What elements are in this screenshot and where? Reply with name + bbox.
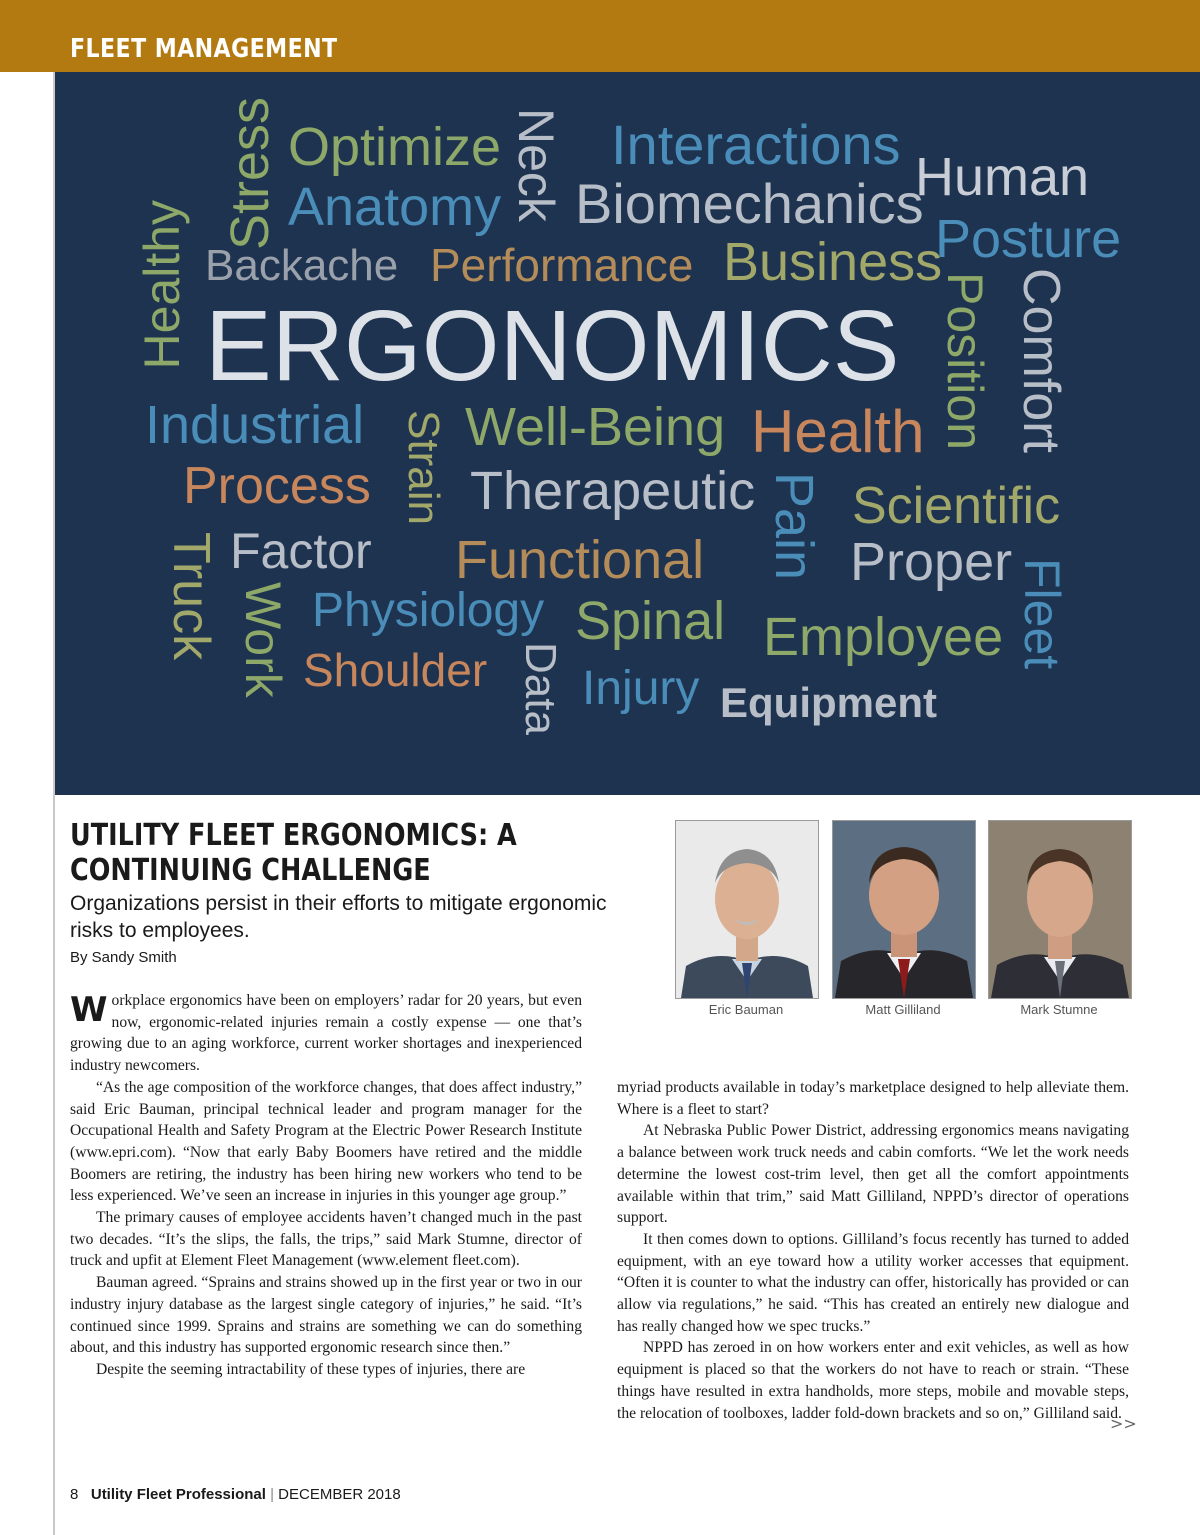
- word-well-being: Well-Being: [465, 397, 726, 457]
- word-business: Business: [723, 232, 943, 292]
- word-anatomy: Anatomy: [288, 177, 502, 237]
- word-cloud-image: [55, 72, 1200, 795]
- photo-caption-eric-bauman: Eric Bauman: [708, 1002, 784, 1017]
- word-physiology: Physiology: [312, 584, 545, 637]
- word-therapeutic: Therapeutic: [470, 461, 756, 521]
- paragraph-8: It then comes down to options. Gilliland’s focus recently has turned to added equipment, with an eye toward how a utility worker accesses that equipment. “Often it is counter to what the industry can offer, historically has provided or can allow via regulations,” he said. “This has created an entirely new dialogue and has really changed how we spec trucks.”: [617, 1230, 1129, 1335]
- word-interactions: Interactions: [611, 113, 901, 176]
- word-pain: Pain: [764, 472, 824, 581]
- word-strain: Strain: [399, 410, 448, 525]
- word-equipment: Equipment: [720, 679, 937, 726]
- article-subtitle: Organizations persist in their efforts to mitigate ergonomic risks to employees.: [70, 892, 607, 942]
- paragraph-1: Workplace ergonomics have been on employers’ radar for 20 years, but even now, ergonomic-related injuries remain a costly expense — one that’s growing due to an aging workforce, current worker shortages and inexperienced industry newcomers.: [70, 990, 582, 1075]
- word-biomechanics: Biomechanics: [575, 172, 924, 235]
- article-column-2: [617, 1077, 1129, 1424]
- magazine-name: Utility Fleet Professional: [90, 1486, 266, 1503]
- word-spinal: Spinal: [575, 591, 726, 651]
- word-position: Position: [937, 272, 993, 450]
- section-header-bar: [0, 0, 1200, 72]
- issue-date: DECEMBER 2018: [278, 1486, 401, 1503]
- footer-separator: |: [270, 1486, 274, 1503]
- word-functional: Functional: [455, 530, 705, 590]
- word-process: Process: [183, 457, 371, 515]
- word-factor: Factor: [230, 523, 372, 579]
- article-column-1: [70, 990, 582, 1381]
- continue-arrow-icon: >>: [1110, 1414, 1137, 1433]
- paragraph-9: NPPD has zeroed in on how workers enter and exit vehicles, as well as how equipment is placed so that the workers do not have to reach or strain. “These things have resulted in extra handholds, more steps, mobile and movable steps, the relocation of toolboxes, ladder fold-down brackets and so on,” Gilliland said.: [617, 1339, 1129, 1422]
- drop-cap: W: [70, 990, 108, 1030]
- word-work: Work: [235, 582, 291, 698]
- paragraph-4: Bauman agreed. “Sprains and strains showed up in the first year or two in our industry injury database as the largest single category of injuries,” he said. “It’s continued since 1999. Sprains and strains are something we can do something about, and this industry has supported ergonomic research since then.”: [70, 1274, 582, 1357]
- word-ergonomics: ERGONOMICS: [205, 290, 900, 402]
- paragraph-3: The primary causes of employee accidents haven’t changed much in the past two decades. “It’s the slips, the falls, the trips,” said Mark Stumne, director of truck and upfit at Element Fleet Management (www.element fleet.com).: [70, 1209, 582, 1270]
- paragraph-6: myriad products available in today’s marketplace designed to help alleviate them. Where is a fleet to start?: [617, 1079, 1129, 1118]
- word-posture: Posture: [935, 209, 1122, 269]
- paragraph-7: At Nebraska Public Power District, addressing ergonomics means navigating a balance between work truck needs and cabin comforts. “We let the work needs determine the lowest cost-trim level, then get all the comfort appointments available within that trim,” said Matt Gilliland, NPPD’s director of operations support.: [617, 1122, 1129, 1227]
- word-health: Health: [751, 398, 925, 465]
- word-performance: Performance: [430, 239, 694, 291]
- word-proper: Proper: [850, 532, 1013, 592]
- page-number: 8: [70, 1486, 79, 1503]
- word-human: Human: [915, 147, 1090, 207]
- word-data: Data: [516, 642, 565, 735]
- word-stress: Stress: [220, 97, 280, 251]
- photo-caption-matt-gilliland: Matt Gilliland: [865, 1002, 941, 1017]
- word-scientific: Scientific: [852, 477, 1061, 535]
- word-neck: Neck: [508, 108, 564, 222]
- word-shoulder: Shoulder: [303, 644, 488, 696]
- page-footer: [70, 1485, 401, 1505]
- word-backache: Backache: [205, 241, 399, 290]
- section-label: FLEET MANAGEMENT: [70, 34, 338, 64]
- byline: By Sandy Smith: [70, 949, 177, 966]
- paragraph-2: “As the age composition of the workforce changes, that does affect industry,” said Eric Bauman, principal technical leader and program manager for the Occupational Health and Safety Program at the Electric Power Research Institute (www.epri.com). “Now that early Baby Boomers have retired and the middle Boomers are retiring, the industry has been hiring new workers who tend to be less experienced. We’ve seen an increase in injuries in this younger age group.”: [70, 1078, 582, 1205]
- photo-caption-mark-stumne: Mark Stumne: [1020, 1002, 1098, 1017]
- article-title: UTILITY FLEET ERGONOMICS: A CONTINUING CHALLENGE: [70, 818, 517, 888]
- word-comfort: Comfort: [1012, 268, 1070, 453]
- photo-mark-stumne: [988, 820, 1132, 999]
- paragraph-5: Despite the seeming intractability of these types of injuries, there are: [96, 1360, 526, 1378]
- word-healthy: Healthy: [134, 200, 190, 370]
- photo-matt-gilliland: [832, 820, 976, 999]
- word-optimize: Optimize: [288, 117, 502, 177]
- word-injury: Injury: [582, 662, 700, 715]
- word-truck: Truck: [162, 532, 220, 661]
- word-employee: Employee: [763, 607, 1004, 667]
- photo-eric-bauman: [675, 820, 819, 999]
- word-industrial: Industrial: [145, 395, 365, 455]
- word-fleet: Fleet: [1014, 558, 1070, 670]
